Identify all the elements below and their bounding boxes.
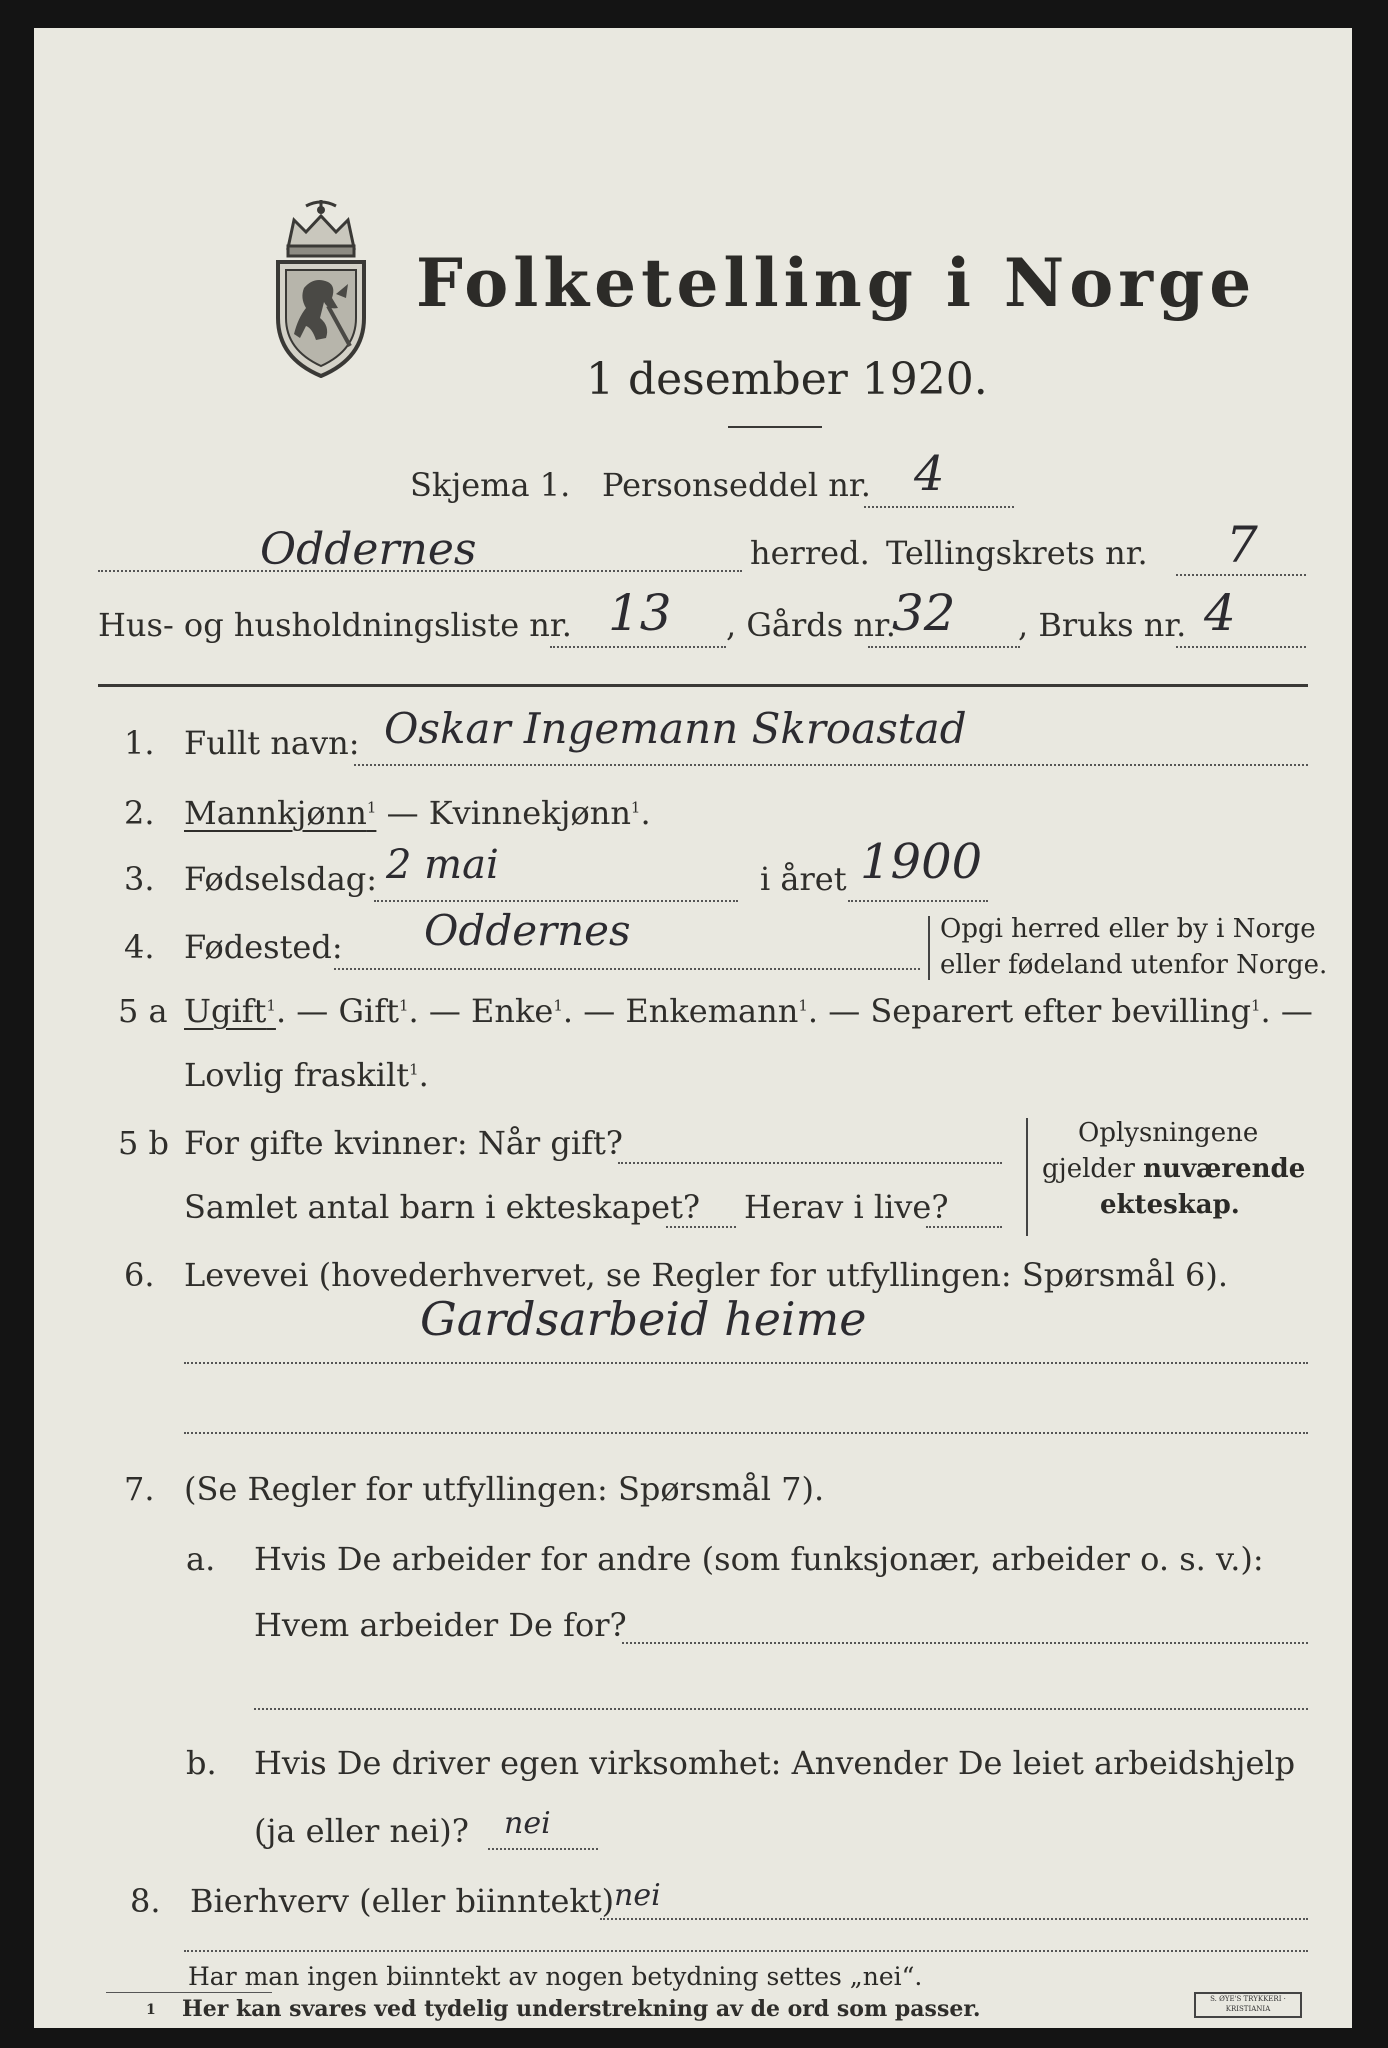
hus-value[interactable]: 13 — [608, 584, 672, 642]
q6-line1 — [184, 1362, 1308, 1364]
q5b-line1-label: For gifte kvinner: Når gift? — [184, 1124, 623, 1162]
q8-line — [600, 1918, 1308, 1920]
q3-year-value[interactable]: 1900 — [860, 834, 983, 890]
q7a-line2: Hvem arbeider De for? — [254, 1606, 627, 1644]
q5a-number: 5 a — [118, 992, 168, 1030]
q5b-number: 5 b — [118, 1124, 170, 1162]
printer-stamp: S. ØYE'S TRYKKERI · KRISTIANIA — [1194, 1992, 1302, 2018]
q4-note-brace — [928, 916, 930, 980]
personseddel-value[interactable]: 4 — [914, 446, 945, 502]
q4-note-line1: Opgi herred eller by i Norge — [940, 914, 1316, 944]
q1-label: Fullt navn: — [184, 724, 360, 762]
section-divider — [98, 684, 1308, 687]
q5b-note-brace — [1026, 1118, 1028, 1236]
q5a-separert-option[interactable]: Separert efter bevilling$^1$ — [870, 992, 1261, 1030]
q1-line — [354, 764, 1308, 766]
footnote-rule — [106, 1992, 272, 1993]
bruks-line — [1176, 646, 1306, 648]
coat-of-arms-icon — [266, 198, 376, 378]
q4-number: 4. — [124, 928, 155, 966]
skjema-label: Skjema 1. — [410, 466, 571, 504]
q7b-answer-line — [488, 1848, 598, 1850]
q7a-employer-line — [622, 1642, 1308, 1644]
gards-value[interactable]: 32 — [892, 584, 956, 642]
biinntekt-note-text: Har man ingen biinntekt av nogen betydning settes „nei“. — [188, 1962, 923, 1991]
q4-label: Fødested: — [184, 928, 343, 966]
q7a-letter: a. — [186, 1540, 216, 1578]
hus-label: Hus- og husholdningsliste nr. — [98, 606, 572, 644]
q6-value[interactable]: Gardsarbeid heime — [420, 1292, 867, 1346]
q8-value[interactable]: nei — [614, 1878, 661, 1913]
q4-note-line2: eller fødeland utenfor Norge. — [940, 950, 1328, 980]
personseddel-label: Personseddel nr. — [602, 466, 871, 504]
q7b-line2: (ja eller nei)? — [254, 1812, 469, 1850]
q7-label: (Se Regler for utfyllingen: Spørsmål 7). — [184, 1470, 825, 1508]
census-date: 1 desember 1920. — [586, 354, 988, 405]
q5a-enkemann-option[interactable]: Enkemann$^1$ — [625, 992, 808, 1030]
header-divider — [728, 426, 822, 428]
q3-line — [374, 900, 738, 902]
q5a-gift-option[interactable]: Gift$^1$ — [338, 992, 409, 1030]
q5a-fraskilt-option[interactable]: Lovlig fraskilt$^1$. — [184, 1056, 429, 1094]
q5a-options: Ugift$^1$. — Gift$^1$. — Enke$^1$. — Enkemann$^1$. — Separert efter bevilling$^1$. — — [184, 992, 1313, 1030]
tellingskrets-line — [1176, 574, 1306, 576]
q5b-children-line — [666, 1226, 736, 1228]
q6-number: 6. — [124, 1256, 155, 1294]
hus-line — [550, 646, 726, 648]
form-title: Folketelling i Norge — [416, 244, 1257, 322]
q1-number: 1. — [124, 724, 155, 762]
q3-label: Fødselsdag: — [184, 860, 378, 898]
q6-line2 — [184, 1432, 1308, 1434]
q4-line — [334, 968, 920, 970]
herred-value[interactable]: Oddernes — [260, 524, 477, 575]
q7-number: 7. — [124, 1470, 155, 1508]
q5b-note-line3: ekteskap. — [1100, 1190, 1240, 1220]
q7b-letter: b. — [186, 1744, 217, 1782]
q5a-ugift-option[interactable]: Ugift$^1$ — [184, 992, 276, 1030]
q4-value[interactable]: Oddernes — [424, 906, 631, 955]
q5b-married-line — [618, 1162, 1002, 1164]
q7b-line1: Hvis De driver egen virksomhet: Anvender De leiet arbeidshjelp — [254, 1744, 1296, 1782]
gards-label: , Gårds nr. — [726, 606, 896, 644]
personseddel-line — [864, 506, 1014, 508]
q3-value[interactable]: 2 mai — [386, 842, 499, 888]
q2-male-option[interactable]: Mannkjønn$^1$ — [184, 794, 377, 832]
herred-label: herred. — [750, 534, 870, 572]
footnote-mark: 1 — [146, 2002, 156, 2018]
q5b-line2-label: Samlet antal barn i ekteskapet? — [184, 1188, 701, 1226]
census-form-page — [34, 28, 1352, 2028]
gards-line — [868, 646, 1020, 648]
q5b-alive-line — [926, 1226, 1002, 1228]
q7a-line1: Hvis De arbeider for andre (som funksjonær, arbeider o. s. v.): — [254, 1540, 1264, 1578]
q2-female-option[interactable]: Kvinnekjønn$^1$ — [428, 794, 641, 832]
bruks-value[interactable]: 4 — [1204, 584, 1236, 642]
q1-value[interactable]: Oskar Ingemann Skroastad — [384, 704, 967, 753]
q7b-value[interactable]: nei — [504, 1806, 551, 1841]
tellingskrets-value[interactable]: 7 — [1226, 516, 1258, 574]
q7a-line-extra — [254, 1708, 1308, 1710]
q8-label: Bierhverv (eller biinntekt) — [190, 1882, 615, 1920]
q5b-note-line1: Oplysningene — [1078, 1118, 1259, 1148]
q5a-enke-option[interactable]: Enke$^1$ — [471, 992, 563, 1030]
bruks-label: , Bruks nr. — [1018, 606, 1187, 644]
q3-number: 3. — [124, 860, 155, 898]
tellingskrets-label: Tellingskrets nr. — [886, 534, 1148, 572]
q3-year-line — [848, 900, 988, 902]
q2-number: 2. — [124, 794, 155, 832]
q3-year-label: i året — [760, 860, 847, 898]
q8-number: 8. — [130, 1882, 161, 1920]
footnote-text: Her kan svares ved tydelig understrekning av de ord som passer. — [182, 1996, 981, 2022]
q8-line2 — [184, 1950, 1308, 1952]
q6-label: Levevei (hovederhvervet, se Regler for utfyllingen: Spørsmål 6). — [184, 1256, 1229, 1294]
q5b-note-line2: gjelder nuværende — [1042, 1154, 1306, 1184]
q2-gender: Mannkjønn$^1$ — Kvinnekjønn$^1$. — [184, 794, 651, 832]
q5b-line2b-label: Herav i live? — [744, 1188, 949, 1226]
